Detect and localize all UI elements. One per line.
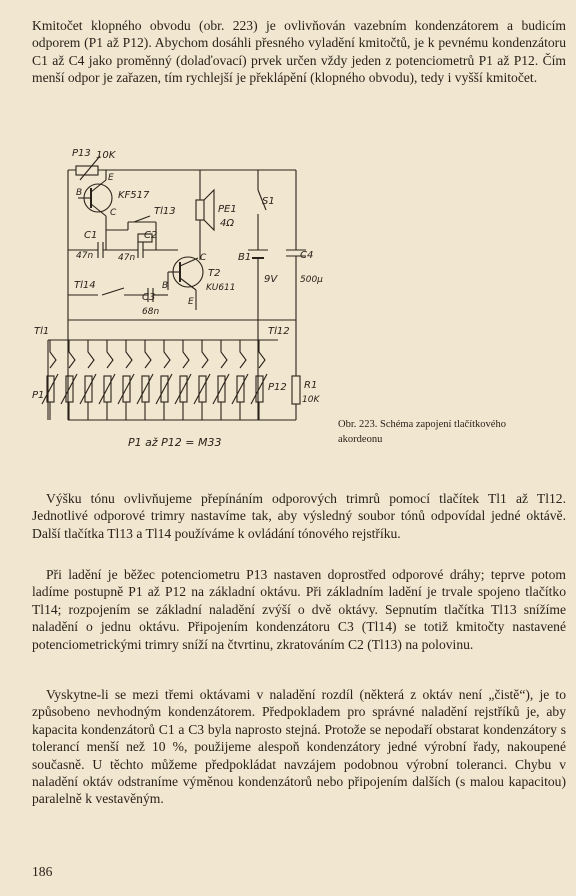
key-switch [145,340,151,368]
paragraph: Výšku tónu ovlivňujeme přepínáním odporových trimrů pomocí tlačítek Tl1 až Tl12. Jednotlivé odporové trimry nastavíme tak, aby výsledný soubor tónů odpovídal jedné oktávě. Další tlačítka Tl13 a Tl14 používáme k ovládání tónového rejstříku. [32,491,566,541]
c2-label: C2 [144,230,158,241]
trimmer-arrow [251,374,267,404]
paragraph: Kmitočet klopného obvodu (obr. 223) je ovlivňován vazebním kondenzátorem a budicím odporem (P1 až P12). Abychom dosáhli přesného vyladění kmitočtů, je k pevnému kondenzátoru C1 až C4 jako proměnný (dolaďovací) prvek určen vždy jeden z potenciometrů P1 až P12. Čím menší odpor je zařazen, tím rychlejší je překlápění (klopného obvodu), tedy i vyšší kmitočet. [32,18,566,86]
pe1-value: 4Ω [220,218,235,229]
t1-base: B [76,188,83,198]
tl12-label: Tl12 [268,326,290,337]
t1-type: KF517 [118,190,150,201]
p13-label: P13 [72,148,91,159]
p12-label: P12 [268,382,287,393]
trimmer-arrow [99,374,115,404]
t1-emitter: E [108,173,114,183]
c1-value: 47n [76,251,94,261]
tl13-label: Tl13 [154,206,176,217]
key-switch [240,340,246,368]
t2-collector: C [200,253,207,263]
b1-label: B1 [238,252,252,263]
trimmer-arrow [61,374,77,404]
c3-value: 68n [142,307,160,317]
tl14-label: Tl14 [74,280,96,291]
paragraph: Vyskytne-li se mezi třemi oktávami v naladění rozdíl (některá z oktáv není „čistě“), je to způsobeno nevhodným kondenzátorem. Předpokladem pro správné naladění rejstříků je, aby kapacita kondenzátorů C1 a C3 byla naprosto stejná. Protože se nepodaří obstarat kondenzátory s tolerancí menší než 10 %, použijeme alespoň kondenzátory jedné výrobní řady, nakoupené současně. U těchto můžeme předpokládat navzájem podobnou výrobní toleranci. Chybu v naladění oktáv odstraníme výměnou kondenzátorů nebo připojením dalších (s malou kapacitou) paralelně k vestavěným. [32,687,566,807]
p1-label: P1 [32,390,45,401]
key-switch [88,340,94,368]
key-switch [164,340,170,368]
b1-value: 9V [264,274,278,285]
page-number: 186 [32,864,53,879]
c1-label: C1 [84,230,98,241]
key-switch [107,340,113,368]
r1-label: R1 [304,380,318,391]
r1-value: 10K [302,395,320,405]
key-switch [202,340,208,368]
t2-label: T2 [208,268,221,279]
pe1-label: PE1 [218,204,237,215]
s1-label: S1 [262,196,275,207]
trimmer-arrow [213,374,229,404]
c4-label: C4 [300,250,314,261]
key-switch [50,340,56,368]
circuit-schematic [28,140,328,460]
key-switch [183,340,189,368]
trimmer-arrow [80,374,96,404]
t1-collector: C [110,208,117,218]
t2-emitter: E [188,297,194,307]
key-switch [221,340,227,368]
t2-type: KU611 [206,283,236,293]
trimmer-arrow [232,374,248,404]
trimmer-arrow [156,374,172,404]
trimmer-arrow [194,374,210,404]
key-switch [126,340,132,368]
tl1-label: Tl1 [34,326,50,337]
trimmer-arrow [137,374,153,404]
paragraph: Při ladění je běžec potenciometru P13 nastaven doprostřed odporové dráhy; teprve potom ladíme postupně P1 až P12 na základní oktávu. Při základním ladění je trvale spojeno tlačítko Tl14; rozpojením se základní naladění zvýší o dvě oktávy. Sepnutím tlačítka Tl13 snížíme naladění o jednu oktávu. Připojením kondenzátoru C3 (Tl14) se totiž kmitočty nastavené potenciometrickými trimry sníží na čtvrtinu, zkratováním C2 (Tl13) na polovinu. [32,567,566,652]
t2-base: B [162,281,169,291]
c4-value: 500µ [300,275,323,285]
c2-value: 47n [118,253,136,263]
c3-label: C3 [142,292,156,303]
key-switch [69,340,75,368]
figure-caption: Obr. 223. Schéma zapojení tlačítkového akordeonu [338,419,506,445]
trimmer-arrow [118,374,134,404]
key-switch [259,340,265,368]
p13-value: 10K [96,150,116,161]
pot-range-label: P1 až P12 = M33 [128,436,222,449]
trimmer-arrow [175,374,191,404]
